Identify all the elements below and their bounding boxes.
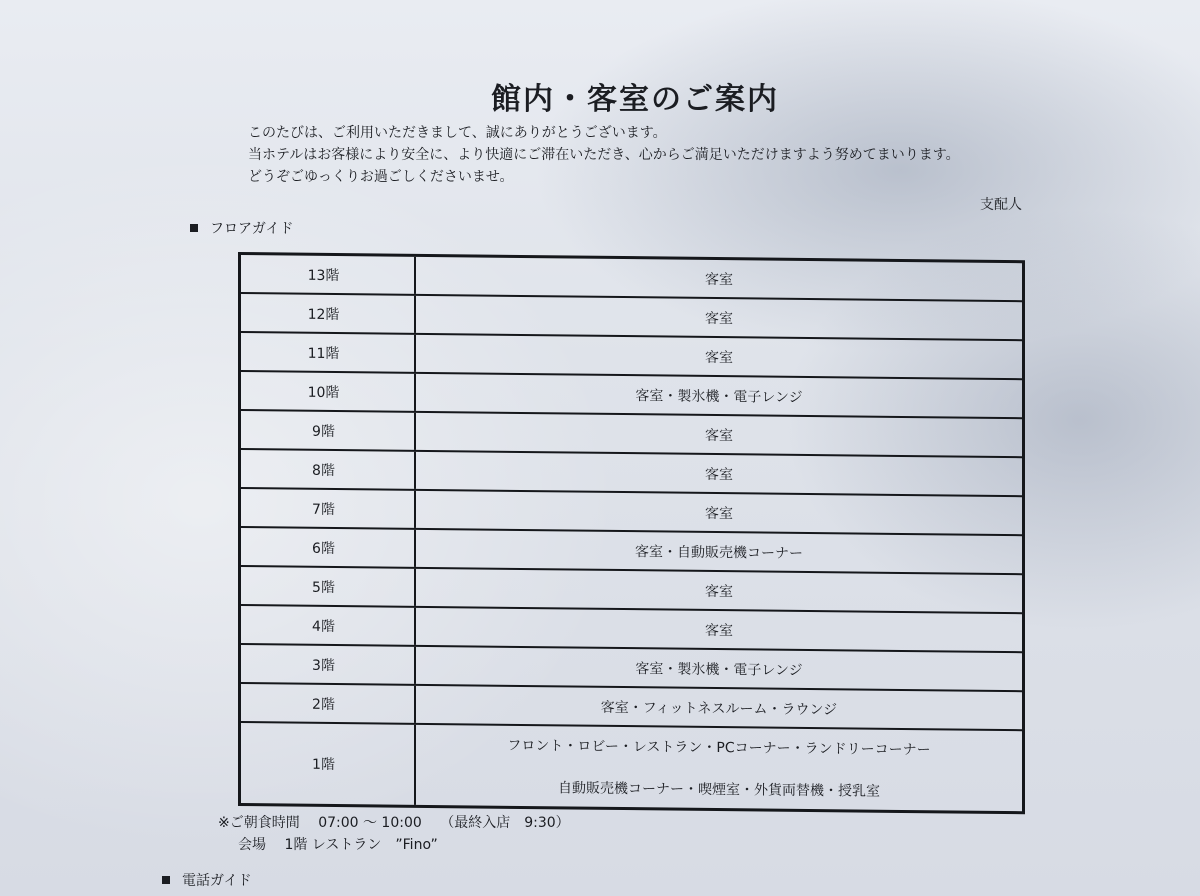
floor-guide-table (238, 252, 1025, 814)
facility-line: 客室・製氷機・電子レンジ (635, 387, 803, 406)
intro-line: 当ホテルはお客様により安全に、より快適にご滞在いただき、心からご満足いただけますよう努めてまいります。 (248, 147, 960, 163)
facility-line: 客室 (705, 466, 733, 483)
floor-label: 7階 (241, 489, 416, 528)
floor-facilities (416, 413, 1022, 456)
facility-line: 客室 (705, 583, 733, 600)
intro-text (248, 122, 960, 188)
floor-facilities (416, 530, 1022, 573)
floor-label: 10階 (241, 372, 416, 411)
facility-line: 客室・自動販売機コーナー (635, 543, 803, 562)
facility-line: 客室 (705, 505, 733, 522)
breakfast-label: ※ご朝食時間 (218, 815, 300, 831)
floor-label: 2階 (241, 684, 416, 723)
signer: 支配人 (980, 197, 1022, 213)
floor-facilities (416, 491, 1022, 534)
floor-label: 5階 (241, 567, 416, 606)
facility-line: 自動販売機コーナー・喫煙室・外貨両替機・授乳室 (558, 780, 880, 800)
facility-line: フロント・ロビー・レストラン・PCコーナー・ランドリーコーナー (507, 737, 931, 759)
floor-facilities (416, 296, 1022, 339)
floor-label: 3階 (241, 645, 416, 684)
floor-facilities (416, 725, 1022, 811)
intro-line: どうぞごゆっくりお過ごしくださいませ。 (248, 169, 514, 185)
facility-line: 客室 (705, 310, 733, 327)
facility-line: 客室 (705, 271, 733, 288)
facility-line: 客室・製氷機・電子レンジ (635, 660, 803, 679)
floor-label: 8階 (241, 450, 416, 489)
floor-guide-heading (190, 218, 293, 238)
page-title: 館内・客室のご案内 (491, 82, 779, 117)
breakfast-hours: 07:00 ～ 10:00 (318, 815, 422, 831)
floor-facilities (416, 374, 1022, 417)
floor-facilities (416, 335, 1022, 378)
breakfast-venue: 1階 レストラン ”Fino” (284, 837, 438, 853)
facility-line: 客室 (705, 622, 733, 639)
square-bullet-icon (162, 876, 170, 884)
floor-label: 6階 (241, 528, 416, 567)
breakfast-hours-line (218, 812, 570, 834)
breakfast-venue-label: 会場 (238, 837, 266, 853)
phone-guide-heading (162, 870, 252, 890)
floor-row (241, 723, 1022, 811)
floor-label: 9階 (241, 411, 416, 450)
floor-label: 4階 (241, 606, 416, 645)
breakfast-notes (218, 812, 570, 856)
floor-facilities (416, 686, 1022, 729)
phone-guide-heading-label: 電話ガイド (182, 873, 252, 889)
facility-line: 客室・フィットネスルーム・ラウンジ (600, 699, 838, 718)
square-bullet-icon (190, 224, 198, 232)
floor-label: 11階 (241, 333, 416, 372)
floor-facilities (416, 608, 1022, 651)
breakfast-last-entry: （最終入店 9:30） (440, 815, 570, 831)
floor-guide-heading-label: フロアガイド (210, 221, 294, 237)
breakfast-venue-line (218, 834, 570, 856)
floor-label: 12階 (241, 294, 416, 333)
floor-facilities (416, 569, 1022, 612)
facility-line: 客室 (705, 427, 733, 444)
floor-facilities (416, 452, 1022, 495)
floor-facilities (416, 257, 1022, 300)
intro-line: このたびは、ご利用いただきまして、誠にありがとうございます。 (248, 125, 667, 141)
floor-facilities (416, 647, 1022, 690)
floor-label: 1階 (241, 723, 416, 805)
facility-line: 客室 (705, 349, 733, 366)
floor-label: 13階 (241, 255, 416, 294)
